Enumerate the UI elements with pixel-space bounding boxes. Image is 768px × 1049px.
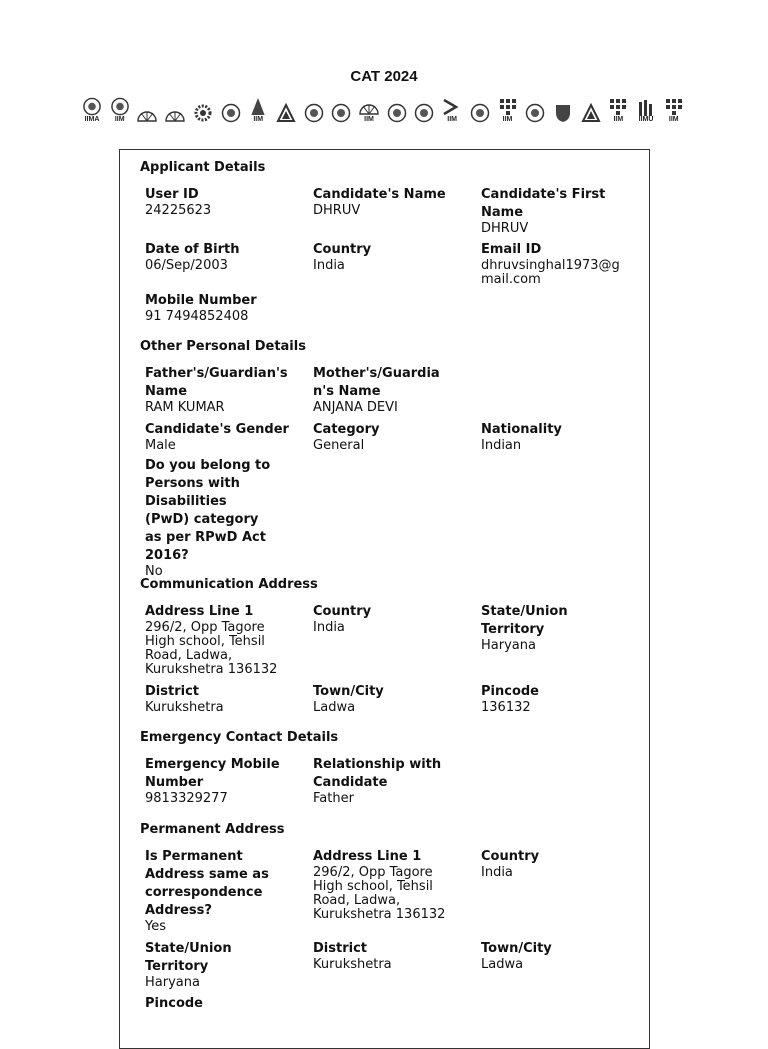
field-user-id [145,186,305,218]
field-value: DHRUV [481,221,529,236]
field-label: Date of Birth [145,242,240,257]
iim-logo-icon [412,97,436,123]
field-label: Candidate's Gender [145,422,289,437]
field-value: No [145,564,163,579]
iim-logo-icon [108,97,132,123]
iim-logo-icon [662,97,686,123]
field-father-name [145,365,288,415]
field-value: Haryana [481,638,536,653]
field-perm-pincode [145,995,305,1013]
section-title-permanent: Permanent Address [140,822,285,837]
iim-logo-icon [634,97,658,123]
field-value: 06/Sep/2003 [145,258,228,273]
logo-text: IIM [502,116,513,123]
iim-logo-icon [551,97,575,123]
iim-logo-icon [468,97,492,123]
field-label: Country [313,242,372,257]
logo-text: IIM [364,116,374,123]
iim-logo-icon [606,97,630,123]
field-label: Emergency Mobile Number [145,757,280,790]
field-value: DHRUV [313,203,361,218]
field-value: 24225623 [145,203,212,218]
field-label: Candidate's Name [313,187,446,202]
page-title: CAT 2024 [350,68,418,85]
field-emergency-relationship [313,756,453,806]
field-value: 296/2, Opp Tagore High school, Tehsil Road, Ladwa, Kurukshetra 136132 [313,865,446,922]
field-label: Category [313,422,380,437]
field-candidate-name [313,186,473,218]
field-value: 9813329277 [145,791,228,806]
field-value: Ladwa [313,700,356,715]
field-value: General [313,438,365,453]
iim-logo-icon [302,97,326,123]
field-comm-country [313,603,473,635]
field-label: Mother's/Guardian's Name [313,366,440,399]
iim-logo-icon [579,97,603,123]
field-value: 136132 [481,700,531,715]
field-comm-address-line1 [145,603,295,677]
field-value: Haryana [145,975,200,990]
field-value: RAM KUMAR [145,400,225,415]
iim-logo-icon [385,97,409,123]
field-label: Address Line 1 [313,849,422,864]
logo-text: IIM [668,116,679,123]
field-value: India [481,865,513,880]
field-mobile [145,292,305,324]
field-label: Email ID [481,242,542,257]
field-label: State/Union Territory [145,941,232,974]
field-value: Father [313,791,354,806]
field-perm-country [481,848,641,880]
field-value: India [313,620,345,635]
field-label: Pincode [145,996,203,1011]
field-label: Mobile Number [145,293,257,308]
field-label: Town/City [313,684,384,699]
field-comm-town [313,683,473,715]
field-label: User ID [145,187,199,202]
field-pwd [145,457,275,579]
field-value: Ladwa [481,957,524,972]
field-perm-state [145,940,265,990]
field-label: Is Permanent Address same as correspondence Address? [145,849,269,918]
field-dob [145,241,305,273]
section-title-emergency: Emergency Contact Details [140,730,339,745]
field-label: Country [481,849,540,864]
field-value: Kurukshetra [313,957,392,972]
field-comm-district [145,683,305,715]
field-label: Candidate's First Name [481,187,606,220]
field-perm-same [145,848,280,934]
field-label: District [313,941,367,956]
iim-logo-icon [80,97,104,123]
iim-logo-icon [219,97,243,123]
field-category [313,421,473,453]
field-label: Town/City [481,941,552,956]
iim-logo-icon [329,97,353,123]
field-value: Indian [481,438,522,453]
field-label: Nationality [481,422,562,437]
field-first-name [481,186,611,236]
field-perm-address-line1 [313,848,463,922]
logo-text: IIM [114,116,125,123]
field-gender [145,421,305,453]
field-label: Country [313,604,372,619]
field-value: dhruvsinghal1973@gmail.com [481,258,620,287]
field-label: Relationship with Candidate [313,757,442,790]
iim-logo-icon [523,97,547,123]
iim-logo-icon [440,97,464,123]
field-value: Kurukshetra [145,700,224,715]
field-country [313,241,473,273]
logo-text: IIM [447,116,457,123]
iim-logo-icon [191,97,215,123]
field-value: Yes [145,919,166,934]
field-label: Address Line 1 [145,604,254,619]
field-perm-district [313,940,473,972]
logo-text: IIM [613,116,624,123]
iim-logo-icon [496,97,520,123]
section-title-applicant: Applicant Details [140,160,266,175]
field-email [481,241,621,287]
field-value: Male [145,438,176,453]
iim-logo-icon [274,97,298,123]
field-label: Do you belong to Persons with Disabilities (PwD) category as per RPwD Act 2016? [145,458,271,563]
logo-text: IIMU [638,116,654,123]
field-value: India [313,258,345,273]
section-title-communication: Communication Address [140,577,318,592]
iim-logo-icon [163,97,187,123]
iim-logo-icon [357,97,381,123]
field-nationality [481,421,641,453]
field-value: 91 7494852408 [145,309,249,324]
field-emergency-mobile [145,756,285,806]
iim-logo-icon [246,97,270,123]
field-mother-name [313,365,451,415]
field-value: ANJANA DEVI [313,400,398,415]
field-label: Pincode [481,684,539,699]
field-value: 296/2, Opp Tagore High school, Tehsil Road, Ladwa, Kurukshetra 136132 [145,620,278,677]
field-label: State/Union Territory [481,604,568,637]
iim-logo-strip [80,94,686,126]
field-comm-pincode [481,683,641,715]
field-label: Father's/Guardian's Name [145,366,288,399]
iim-logo-icon [135,97,159,123]
field-perm-town [481,940,641,972]
field-label: District [145,684,199,699]
application-card [119,149,650,1049]
logo-text: IIM [253,116,264,123]
logo-text: IIMA [84,116,100,123]
field-comm-state [481,603,601,653]
section-title-personal: Other Personal Details [140,339,306,354]
